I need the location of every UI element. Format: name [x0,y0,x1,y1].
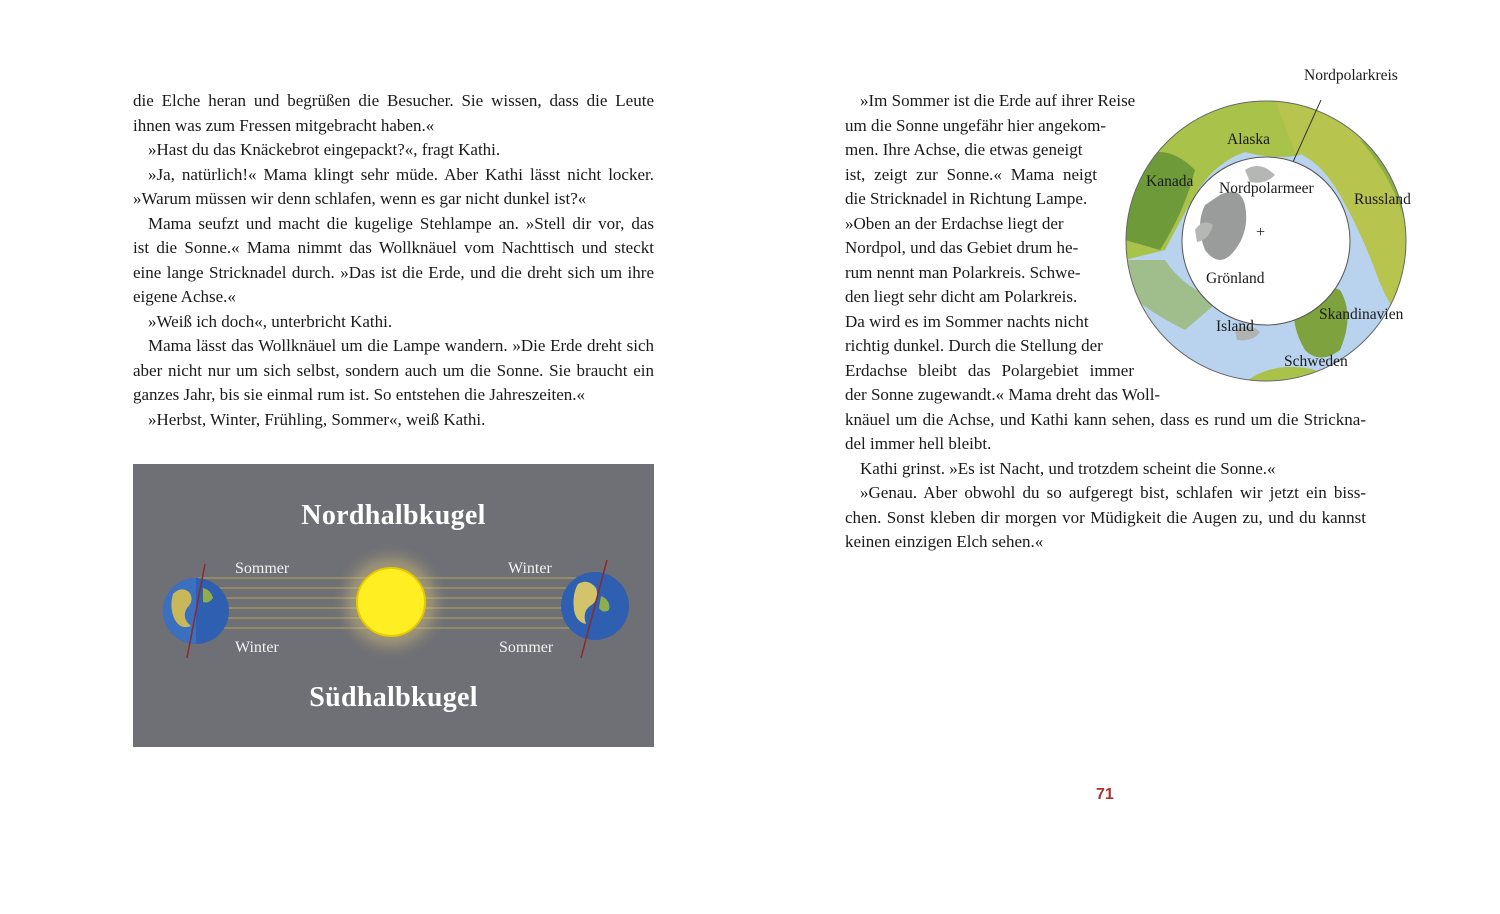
text-line: der Sonne zugewandt.« Mama dreht das Woll- [845,385,1161,404]
text-line: rum nennt man Polarkreis. Schwe- [845,262,1081,282]
label-alaska: Alaska [1227,131,1271,148]
text-line: »Warum müssen wir denn schlafen, wenn es gar nicht dunkel ist?« [133,189,587,208]
text-line: Nordpol, und das Gebiet drum he- [845,238,1079,257]
text-line: ganzes Jahr, bis sie einmal rum ist. So entstehen die Jahreszeiten.« [133,385,586,404]
label-right-winter: Winter [508,560,552,577]
text-line: »Herbst, Winter, Frühling, Sommer«, weiß Kathi. [148,409,486,429]
label-groenland: Grönland [1206,270,1265,287]
label-russland: Russland [1354,191,1411,208]
text-line: ist, zeigt zur Sonne.« Mama neigt [845,164,1097,184]
label-left-summer: Sommer [235,560,290,577]
text-line: del immer hell bleibt. [845,434,992,453]
label-right-summer: Sommer [499,639,554,656]
text-line: ihnen was zum Fressen mitgebracht haben.« [133,115,435,135]
seasons-illustration [133,464,654,747]
text-line: keinen einzigen Elch sehen.« [845,532,1044,551]
label-schweden: Schweden [1284,353,1348,370]
text-line: »Oben an der Erdachse liegt der [845,213,1064,233]
label-nordpolarkreis: Nordpolarkreis [1304,67,1398,84]
text-line: eine lange Stricknadel durch. »Das ist die Erde, und die dreht sich um ihre [133,262,654,282]
text-line: men. Ihre Achse, die etwas geneigt [845,140,1083,159]
label-nordpolarmeer: Nordpolarmeer [1219,180,1314,197]
label-skandinavien: Skandinavien [1319,306,1404,323]
northern-hemisphere-title: Nordhalbkugel [301,500,486,531]
label-kanada: Kanada [1146,173,1194,190]
text-line: Erdachse bleibt das Polargebiet immer [845,360,1134,380]
page-number: 71 [1096,786,1114,803]
text-line: »Weiß ich doch«, unterbricht Kathi. [148,311,393,331]
text-line: »Ja, natürlich!« Mama klingt sehr müde. Aber Kathi lässt nicht locker. [148,164,654,184]
text-line: »Im Sommer ist die Erde auf ihrer Reise [860,91,1136,110]
label-island: Island [1216,318,1254,335]
southern-hemisphere-title: Südhalbkugel [309,682,478,713]
text-line: den liegt sehr dicht am Polarkreis. [845,287,1078,306]
earth-right-icon [561,560,629,658]
text-line: die Stricknadel in Richtung Lampe. [845,189,1088,208]
text-line: chen. Sonst kleben dir morgen vor Müdigkeit die Augen zu, und du kannst [845,507,1366,527]
text-line: »Genau. Aber obwohl du so aufgeregt bist, schlafen wir jetzt ein biss- [860,483,1366,502]
text-line: richtig dunkel. Durch die Stellung der [845,336,1103,355]
polar-map [1125,100,1411,382]
north-pole-marker: + [1256,224,1266,241]
text-line: knäuel um die Achse, und Kathi kann sehen, dass es rund um die Strickna- [845,409,1366,429]
text-line: eigene Achse.« [133,287,236,306]
text-line: ist die Sonne.« Mama nimmt das Wollknäuel vom Nachttisch und steckt [133,238,654,257]
text-line: Kathi grinst. »Es ist Nacht, und trotzdem scheint die Sonne.« [860,458,1276,478]
sun-icon [357,568,425,636]
text-line: Mama lässt das Wollknäuel um die Lampe wandern. »Die Erde dreht sich [148,336,654,355]
label-left-winter: Winter [235,639,279,656]
text-line: um die Sonne ungefähr hier angekom- [845,115,1107,135]
text-line: Da wird es im Sommer nachts nicht [845,311,1089,331]
text-line: »Hast du das Knäckebrot eingepackt?«, fragt Kathi. [148,140,501,159]
text-line: Mama seufzt und macht die kugelige Stehlampe an. »Stell dir vor, das [148,213,654,233]
text-line: die Elche heran und begrüßen die Besucher. Sie wissen, dass die Leute [133,91,654,110]
text-line: aber nicht nur um sich selbst, sondern auch um die Sonne. Sie braucht ein [133,360,654,380]
